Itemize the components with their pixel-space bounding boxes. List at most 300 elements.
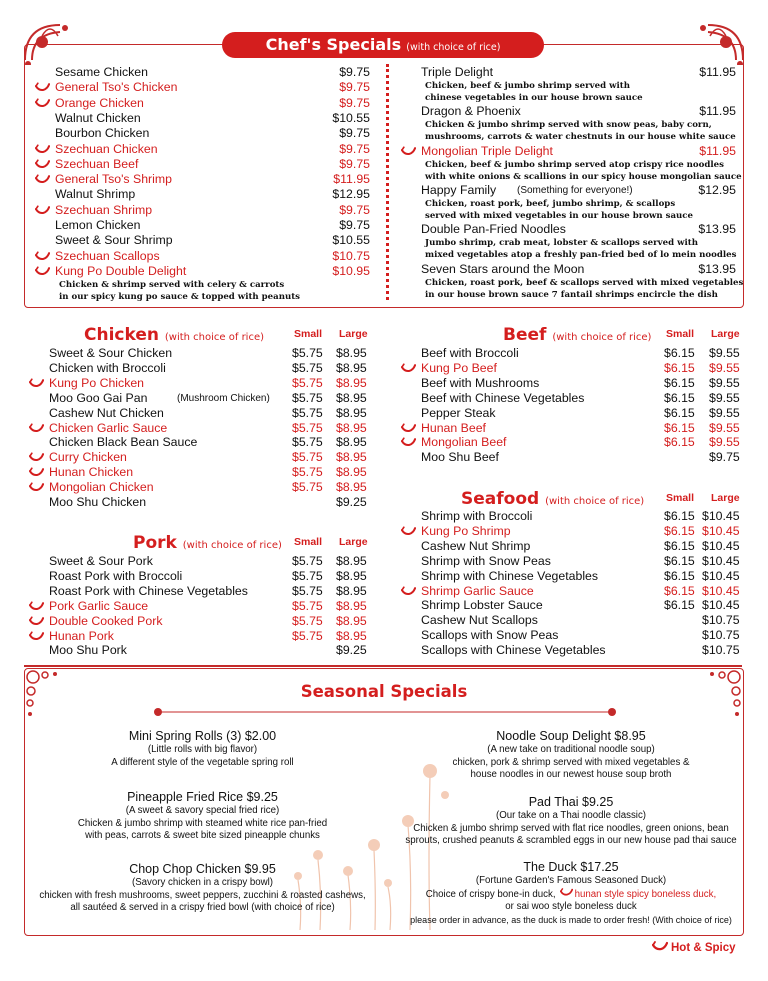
- seasonal-item-line: (A new take on traditional noodle soup): [487, 744, 655, 755]
- hot-spicy-icon: [29, 482, 44, 493]
- item-price: $10.95: [332, 263, 370, 278]
- menu-item: [49, 361, 369, 376]
- item-price-large: $8.95: [336, 628, 367, 643]
- seasonal-item: [400, 794, 742, 848]
- title-underline-ornament-icon: [150, 706, 620, 718]
- item-name: Szechuan Shrimp: [55, 202, 153, 217]
- item-price-large: $9.55: [709, 375, 740, 390]
- menu-item: [421, 539, 741, 554]
- seasonal-item: [30, 789, 375, 843]
- item-name: Beef with Broccoli: [421, 346, 519, 360]
- item-name: Roast Pork with Broccoli: [49, 568, 183, 583]
- seafood-list: [421, 509, 741, 664]
- hot-spicy-icon: [560, 888, 573, 897]
- item-price: $9.75: [339, 126, 370, 141]
- chicken-list: [49, 346, 369, 516]
- item-description: Chicken & jumbo shrimp served with snow peas, baby corn,: [425, 120, 712, 131]
- duck-choice-hot-text: hunan style spicy boneless duck,: [574, 888, 717, 900]
- item-name: Moo Goo Gai Pan: [49, 390, 148, 405]
- item-price-small: $5.75: [292, 465, 323, 480]
- item-name: Curry Chicken: [49, 450, 127, 465]
- item-price-small: $5.75: [292, 554, 323, 568]
- menu-item: [55, 65, 370, 80]
- item-name: Sweet & Sour Pork: [49, 554, 153, 568]
- item-name: Shrimp with Snow Peas: [421, 553, 551, 568]
- hot-spicy-icon: [652, 941, 668, 952]
- item-name: Chicken Black Bean Sauce: [49, 435, 198, 450]
- hot-spicy-icon: [29, 452, 44, 463]
- item-price-small: $5.75: [292, 346, 323, 360]
- seasonal-item-line: chicken with fresh mushrooms, sweet peppers, zucchini & roasted cashews,: [39, 889, 366, 901]
- item-description: mixed vegetables atop a freshly pan-fried bed of lo mein noodles: [425, 250, 737, 261]
- item-price-small: $6.15: [664, 346, 695, 360]
- item-price-large: $10.45: [702, 538, 740, 553]
- item-price-large: $9.55: [709, 346, 740, 360]
- chicken-title: Chicken: [84, 325, 159, 345]
- seasonal-item-line: with peas, carrots & sweet bite sized pineapple chunks: [85, 830, 320, 841]
- menu-item: [55, 96, 370, 111]
- item-price-small: $5.75: [292, 480, 323, 495]
- seasonal-item: [400, 859, 742, 926]
- item-description: Chicken, beef & jumbo shrimp served atop crispy rice noodles: [425, 159, 724, 170]
- item-price-large: $10.45: [702, 523, 740, 538]
- item-price-small: $5.75: [292, 583, 323, 598]
- item-price-small: $6.15: [664, 420, 695, 435]
- item-note: (Something for everyone!): [517, 184, 633, 196]
- seasonal-item-line: all sautéed & served in a crispy fried bowl (with choice of rice): [70, 902, 335, 913]
- item-price-small: $5.75: [292, 405, 323, 420]
- item-description: Chicken, roast pork, beef & scallops served with mixed vegetables: [425, 277, 744, 288]
- item-name: Mongolian Triple Delight: [421, 143, 553, 158]
- item-price-small: $5.75: [292, 628, 323, 643]
- item-price-large: $8.95: [336, 420, 367, 435]
- item-price: $12.95: [332, 187, 370, 202]
- hot-spicy-icon: [29, 467, 44, 478]
- beef-section-title: [503, 325, 651, 345]
- item-price-small: $6.15: [664, 583, 695, 598]
- item-price-large: $8.95: [336, 360, 367, 375]
- item-price-large: $8.95: [336, 450, 367, 465]
- item-name: Dragon & Phoenix: [421, 104, 521, 119]
- menu-item: [421, 450, 741, 465]
- item-name: Mongolian Beef: [421, 435, 507, 450]
- item-price-large: $9.75: [709, 450, 740, 465]
- item-price-small: $5.75: [292, 435, 323, 450]
- item-description: in our house brown sauce 7 fantail shrimps encircle the dish: [425, 289, 718, 300]
- item-price-large: $9.55: [709, 405, 740, 420]
- item-price: $13.95: [698, 222, 736, 237]
- item-name: Chicken Garlic Sauce: [49, 420, 168, 435]
- menu-item: [49, 599, 369, 614]
- item-price: $11.95: [699, 143, 736, 158]
- menu-item: [55, 249, 370, 264]
- item-name: Kung Po Beef: [421, 360, 497, 375]
- item-name: Kung Po Shrimp: [421, 523, 511, 538]
- item-name: Kung Po Chicken: [49, 375, 145, 390]
- item-price-small: $6.15: [664, 598, 695, 613]
- menu-item: [49, 480, 369, 495]
- pork-list: [49, 554, 369, 664]
- item-name: Szechuan Chicken: [55, 141, 158, 156]
- menu-item: [55, 111, 370, 126]
- seasonal-item-line: (Savory chicken in a crispy bowl): [131, 877, 274, 888]
- item-price-large: $9.55: [709, 390, 740, 405]
- item-name: Moo Shu Beef: [421, 450, 499, 465]
- seasonal-item-line: [400, 888, 742, 902]
- item-name: Moo Shu Chicken: [49, 495, 147, 509]
- hot-spicy-icon: [35, 174, 50, 185]
- menu-item: [421, 435, 741, 450]
- chefs-specials-title: Chef's Specials: [265, 35, 402, 54]
- item-name: Szechuan Scallops: [55, 248, 160, 263]
- menu-item: [49, 435, 369, 450]
- hot-spicy-icon: [29, 631, 44, 642]
- seasonal-top-band: [24, 665, 742, 667]
- item-description: Chicken & shrimp served with celery & carrots: [59, 280, 285, 291]
- item-price-large: $10.45: [702, 598, 740, 613]
- menu-item: [55, 157, 370, 172]
- item-price: $11.95: [699, 65, 736, 79]
- beef-subtitle: (with choice of rice): [552, 332, 652, 343]
- seafood-title: Seafood: [461, 489, 540, 509]
- item-price-large: $10.45: [702, 509, 740, 523]
- item-price-small: $6.15: [664, 435, 695, 450]
- item-name: Shrimp with Chinese Vegetables: [421, 568, 599, 583]
- menu-item: [49, 421, 369, 436]
- item-name: Walnut Shrimp: [55, 187, 136, 202]
- item-note: (Mushroom Chicken): [177, 392, 270, 404]
- seasonal-left-column: [30, 728, 375, 928]
- item-price: $12.95: [698, 182, 736, 197]
- item-name: Mongolian Chicken: [49, 480, 154, 495]
- item-price: $10.55: [332, 110, 370, 125]
- item-description: Jumbo shrimp, crab meat, lobster & scallops served with: [425, 238, 698, 249]
- item-price-large: $8.95: [336, 554, 367, 568]
- item-price-large: $8.95: [336, 568, 367, 583]
- item-price: $9.75: [339, 218, 370, 232]
- item-name: Shrimp Lobster Sauce: [421, 598, 543, 613]
- seasonal-item-title: Mini Spring Rolls (3) $2.00: [128, 729, 277, 743]
- item-name: Cashew Nut Chicken: [49, 405, 164, 420]
- item-name: Cashew Nut Scallops: [421, 613, 538, 628]
- item-name: Scallops with Snow Peas: [421, 628, 559, 643]
- item-price: $13.95: [698, 261, 736, 276]
- seasonal-item-title: Chop Chop Chicken $9.95: [129, 862, 276, 876]
- seafood-section-title: [461, 489, 644, 509]
- item-price: $10.55: [332, 233, 370, 248]
- item-price-small: $5.75: [292, 598, 323, 613]
- item-price-large: $8.95: [336, 405, 367, 420]
- item-price: $9.75: [339, 65, 370, 79]
- menu-item: [55, 172, 370, 187]
- pork-section-title: [133, 533, 282, 553]
- menu-item: [49, 569, 369, 584]
- item-price-small: $6.15: [664, 405, 695, 420]
- seasonal-item-title: Pad Thai $9.25: [528, 795, 614, 809]
- beef-small-header: Small: [666, 328, 695, 340]
- menu-item: [49, 614, 369, 629]
- menu-item: [49, 584, 369, 599]
- item-price-small: $5.75: [292, 360, 323, 375]
- item-price-small: $6.15: [664, 375, 695, 390]
- item-name: Seven Stars around the Moon: [421, 261, 585, 276]
- item-price-large: $10.75: [702, 643, 740, 658]
- seasonal-item-title: The Duck $17.25: [523, 860, 619, 874]
- pork-large-header: Large: [339, 536, 368, 548]
- menu-item: [421, 598, 741, 613]
- menu-item: [421, 183, 736, 198]
- hot-spicy-icon: [401, 526, 416, 537]
- item-price-small: $6.15: [664, 538, 695, 553]
- menu-item: [421, 524, 741, 539]
- item-name: Shrimp with Broccoli: [421, 509, 533, 523]
- item-price-small: $6.15: [664, 523, 695, 538]
- seasonal-item: [400, 728, 742, 782]
- item-name: Kung Po Double Delight: [55, 263, 187, 278]
- menu-item: [421, 613, 741, 628]
- seasonal-item: [30, 728, 375, 769]
- hot-spicy-icon: [35, 98, 50, 109]
- seasonal-item-line: please order in advance, as the duck is made to order fresh! (With choice of rice): [410, 914, 732, 925]
- item-name: General Tso's Shrimp: [55, 172, 172, 187]
- hot-spicy-icon: [35, 266, 50, 277]
- item-price-large: $10.75: [702, 628, 740, 643]
- hot-spicy-icon: [29, 616, 44, 627]
- item-name: Shrimp Garlic Sauce: [421, 583, 534, 598]
- item-price: $10.75: [332, 248, 370, 263]
- hot-spicy-icon: [401, 146, 416, 157]
- item-price-large: $8.95: [336, 583, 367, 598]
- menu-item: [49, 450, 369, 465]
- menu-item: [421, 262, 736, 277]
- seasonal-item-title: Pineapple Fried Rice $9.25: [127, 790, 278, 804]
- seasonal-item-line: sprouts, crushed peanuts & scrambled eggs in our new house pad thai sauce: [405, 835, 737, 846]
- chicken-subtitle: (with choice of rice): [164, 332, 265, 343]
- item-name: Beef with Mushrooms: [421, 375, 540, 390]
- seasonal-right-column: [400, 728, 742, 928]
- item-name: Pork Garlic Sauce: [49, 598, 149, 613]
- item-name: Roast Pork with Chinese Vegetables: [49, 583, 248, 598]
- menu-item: [421, 628, 741, 643]
- item-name: Walnut Chicken: [55, 110, 141, 125]
- menu-item: [421, 376, 741, 391]
- hot-spicy-icon: [35, 159, 50, 170]
- hot-spicy-icon: [35, 144, 50, 155]
- menu-item: [55, 142, 370, 157]
- chicken-small-header: Small: [294, 328, 323, 340]
- item-name: Hunan Chicken: [49, 465, 134, 480]
- item-price: $11.95: [333, 172, 370, 187]
- item-price-large: $8.95: [336, 598, 367, 613]
- item-price: $9.75: [339, 141, 370, 156]
- hot-spicy-icon: [35, 82, 50, 93]
- menu-item: [49, 643, 369, 658]
- item-price-small: $6.15: [664, 568, 695, 583]
- item-name: Triple Delight: [421, 65, 493, 79]
- item-price-large: $9.55: [709, 435, 740, 450]
- menu-item: [421, 391, 741, 406]
- duck-choice-a: Choice of crispy bone-in duck,: [425, 888, 556, 900]
- item-name: Orange Chicken: [55, 95, 144, 110]
- seasonal-item-line: (Fortune Garden's Famous Seasoned Duck): [475, 875, 667, 886]
- item-name: Beef with Chinese Vegetables: [421, 390, 585, 405]
- item-price-large: $8.95: [336, 613, 367, 628]
- item-price-large: $9.25: [336, 643, 367, 658]
- item-price-small: $5.75: [292, 375, 323, 390]
- item-price-small: $6.15: [664, 390, 695, 405]
- seasonal-item-line: A different style of the vegetable spring roll: [111, 756, 294, 768]
- hot-spicy-icon: [401, 437, 416, 448]
- item-name: Bourbon Chicken: [55, 126, 150, 141]
- menu-item: [49, 465, 369, 480]
- menu-item: [421, 421, 741, 436]
- item-price-large: $9.55: [709, 420, 740, 435]
- seasonal-item-line: Chicken & jumbo shrimp served with flat rice noodles, green onions, bean: [413, 822, 729, 834]
- menu-item: [49, 346, 369, 361]
- corner-ornament-icon: [20, 20, 90, 65]
- seasonal-item-line: or sai woo style boneless duck: [505, 901, 637, 912]
- beef-list: [421, 346, 741, 471]
- menu-item: [421, 509, 741, 524]
- menu-item: [49, 376, 369, 391]
- item-price-small: $5.75: [292, 568, 323, 583]
- item-name: Pepper Steak: [421, 405, 496, 420]
- menu-item: [421, 222, 736, 237]
- menu-item: [421, 104, 736, 119]
- seasonal-item-line: (Our take on a Thai noodle classic): [495, 810, 647, 821]
- item-name: Happy Family: [421, 182, 497, 197]
- chefs-left-column: [55, 65, 370, 305]
- menu-item: [421, 361, 741, 376]
- item-name: Sweet & Sour Chicken: [49, 346, 173, 360]
- item-price-large: $8.95: [336, 465, 367, 480]
- menu-item: [421, 346, 741, 361]
- hot-spicy-icon: [401, 363, 416, 374]
- item-price-large: $8.95: [336, 390, 367, 405]
- menu-item: [421, 643, 741, 658]
- hot-spicy-icon: [401, 423, 416, 434]
- beef-large-header: Large: [711, 328, 740, 340]
- hot-spicy-icon: [29, 378, 44, 389]
- item-price-large: $10.75: [702, 613, 740, 628]
- menu-item: [49, 406, 369, 421]
- hot-spicy-legend: [652, 941, 736, 956]
- menu-item: [421, 144, 736, 159]
- hot-spicy-icon: [35, 205, 50, 216]
- item-name: Chicken with Broccoli: [49, 360, 166, 375]
- item-name: Moo Shu Pork: [49, 643, 127, 658]
- item-name: General Tso's Chicken: [55, 80, 178, 95]
- pork-title: Pork: [133, 533, 177, 553]
- menu-item: [421, 406, 741, 421]
- item-description: with white onions & scallions in our spicy house mongolian sauce: [425, 171, 742, 182]
- menu-item: [49, 495, 369, 510]
- item-description: served with mixed vegetables in our house brown sauce: [425, 210, 693, 221]
- item-name: Double Cooked Pork: [49, 613, 163, 628]
- item-price: $9.75: [339, 156, 370, 171]
- seasonal-item-line: Chicken & jumbo shrimp with steamed white rice pan-fried: [77, 817, 328, 829]
- seasonal-item-line: (Little rolls with big flavor): [147, 744, 258, 755]
- hot-spicy-icon: [35, 251, 50, 262]
- item-name: Cashew Nut Shrimp: [421, 538, 531, 553]
- menu-item: [55, 264, 370, 279]
- item-name: Lemon Chicken: [55, 218, 141, 232]
- corner-ornament-icon: [678, 20, 748, 65]
- seasonal-item: [30, 861, 375, 915]
- item-price-large: $9.25: [336, 495, 367, 509]
- item-price: $9.75: [339, 95, 370, 110]
- item-name: Hunan Beef: [421, 420, 486, 435]
- chefs-specials-header: [222, 32, 544, 58]
- item-name: Hunan Pork: [49, 628, 114, 643]
- seafood-subtitle: (with choice of rice): [545, 496, 645, 507]
- menu-item: [421, 65, 736, 80]
- seasonal-specials-title: Seasonal Specials: [300, 682, 468, 701]
- item-price-large: $10.45: [702, 583, 740, 598]
- chefs-specials-subtitle: (with choice of rice): [406, 42, 501, 53]
- seafood-large-header: Large: [711, 492, 740, 504]
- item-price-large: $8.95: [336, 480, 367, 495]
- menu-item: [55, 233, 370, 248]
- item-price-large: $8.95: [336, 435, 367, 450]
- menu-item: [55, 203, 370, 218]
- hot-spicy-icon: [29, 601, 44, 612]
- seasonal-item-line: chicken, pork & shrimp served with mixed vegetables &: [452, 756, 690, 768]
- item-price-small: $6.15: [664, 509, 695, 523]
- item-name: Sesame Chicken: [55, 65, 148, 79]
- menu-item: [421, 554, 741, 569]
- chicken-section-title: [84, 325, 264, 345]
- item-price-small: $6.15: [664, 553, 695, 568]
- seasonal-item-title: Noodle Soup Delight $8.95: [496, 729, 646, 743]
- beef-title: Beef: [503, 325, 547, 345]
- chicken-large-header: Large: [339, 328, 368, 340]
- item-description: mushrooms, carrots & water chestnuts in our house white sauce: [425, 132, 736, 143]
- item-name: Scallops with Chinese Vegetables: [421, 643, 606, 658]
- hot-spicy-icon: [401, 586, 416, 597]
- menu-item: [421, 569, 741, 584]
- hot-spicy-icon: [29, 423, 44, 434]
- menu-item: [49, 391, 369, 406]
- item-description: Chicken, beef & jumbo shrimp served with: [425, 81, 630, 91]
- item-price: $9.75: [339, 202, 370, 217]
- seasonal-item-line: house noodles in our newest house soup broth: [470, 769, 672, 780]
- menu-item: [55, 126, 370, 141]
- item-price-large: $9.55: [709, 360, 740, 375]
- menu-item: [49, 554, 369, 569]
- item-name: Szechuan Beef: [55, 156, 139, 171]
- item-name: Sweet & Sour Shrimp: [55, 233, 173, 248]
- item-price-small: $5.75: [292, 420, 323, 435]
- menu-item: [55, 187, 370, 202]
- menu-item: [55, 218, 370, 233]
- item-price-large: $10.45: [702, 553, 740, 568]
- item-price-small: $6.15: [664, 360, 695, 375]
- chefs-right-column: [421, 65, 744, 305]
- pork-subtitle: (with choice of rice): [182, 540, 282, 551]
- duck-choice-hot: [556, 889, 717, 900]
- item-description: in our spicy kung po sauce & topped with peanuts: [59, 292, 301, 303]
- item-price: $11.95: [699, 104, 736, 119]
- item-description: chinese vegetables in our house brown sauce: [425, 93, 643, 103]
- chefs-divider: [386, 64, 389, 300]
- item-name: Double Pan-Fried Noodles: [421, 222, 566, 237]
- menu-item: [421, 584, 741, 599]
- seasonal-item-line: (A sweet & savory special fried rice): [125, 805, 280, 816]
- item-price-small: $5.75: [292, 613, 323, 628]
- item-price-small: $5.75: [292, 450, 323, 465]
- item-price-large: $10.45: [702, 568, 740, 583]
